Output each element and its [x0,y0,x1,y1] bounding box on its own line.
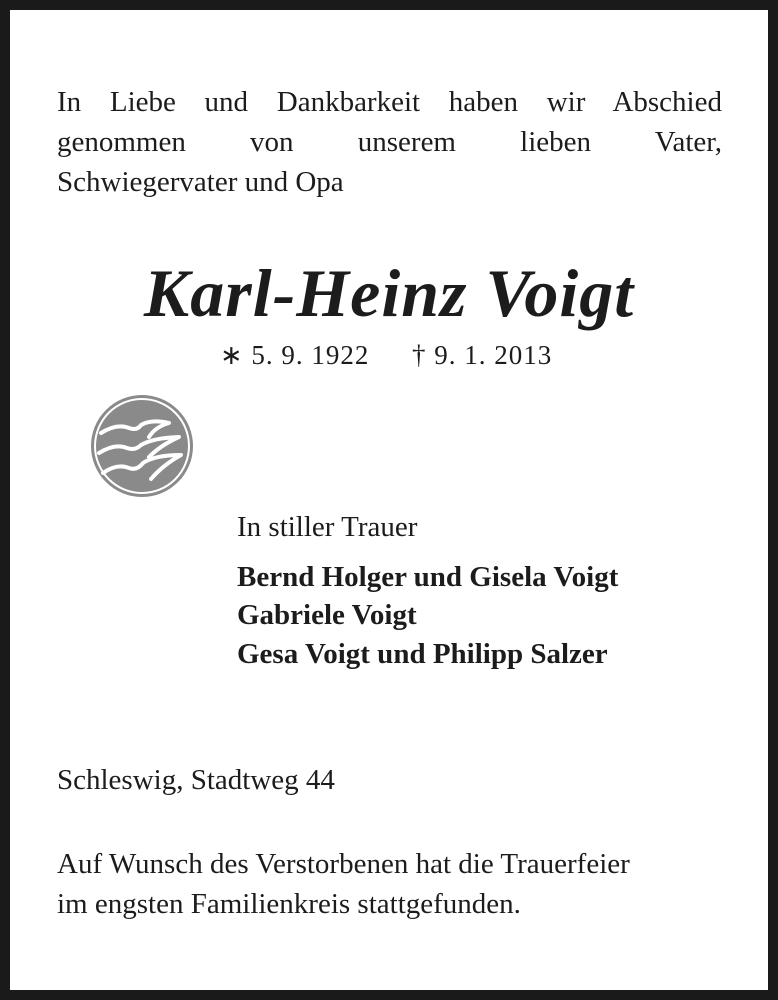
mourners-heading: In stiller Trauer [237,511,418,543]
note-line-1: Auf Wunsch des Verstorbenen hat die Trauerfeier [57,848,630,880]
intro-line-1: In Liebe und Dankbarkeit haben wir Abschied [57,86,722,118]
deceased-name: Karl-Heinz Voigt [143,255,635,331]
mourner-name: Gesa Voigt und Philipp Salzer [237,638,608,670]
note-line-2: im engsten Familienkreis stattgefunden. [57,888,521,920]
mourner-name: Gabriele Voigt [237,599,417,631]
death-date: † 9. 1. 2013 [412,340,553,370]
intro-line-2: genommen von unserem lieben Vater, [57,126,722,158]
intro-line-3: Schwiegervater und Opa [57,166,344,198]
gliding-badge-icon [89,393,195,499]
obituary-notice [10,10,768,990]
birth-date: ∗ 5. 9. 1922 [220,340,370,370]
address: Schleswig, Stadtweg 44 [57,764,335,796]
mourner-name: Bernd Holger und Gisela Voigt [237,561,619,593]
